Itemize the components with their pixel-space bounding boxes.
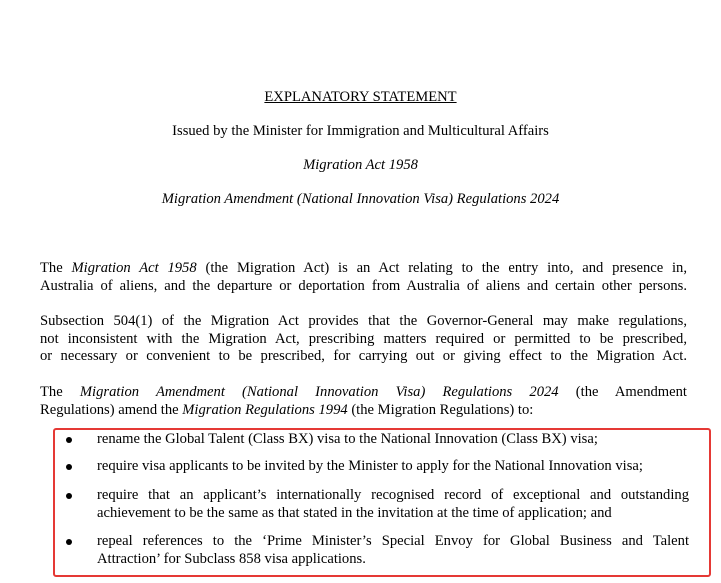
bullet-icon: [66, 437, 72, 443]
paragraph-line: or necessary or convenient to be prescribed, for carrying out or giving effect to the Migration Act.: [40, 348, 687, 364]
document-title: EXPLANATORY STATEMENT: [264, 89, 457, 105]
paragraph-line: Regulations) amend the Migration Regulations 1994 (the Migration Regulations) to:: [40, 401, 534, 418]
paragraph-line: The Migration Act 1958 (the Migration Act) is an Act relating to the entry into, and presence in,: [40, 260, 687, 276]
act-title: Migration Act 1958: [303, 157, 418, 173]
bullet-line: Attraction’ for Subclass 858 visa applications.: [97, 550, 366, 567]
bullet-line: repeal references to the ‘Prime Minister’s Special Envoy for Global Business and Talent: [97, 533, 689, 549]
bullet-item: [97, 458, 689, 476]
bullet-line: rename the Global Talent (Class BX) visa to the National Innovation (Class BX) visa;: [97, 431, 598, 447]
paragraph-line: Australia of aliens, and the departure or deportation from Australia of aliens and certain other persons.: [40, 277, 687, 294]
paragraph-migration-act: [40, 260, 687, 295]
paragraph-amendment-regulations: [40, 384, 687, 419]
bullet-item: [97, 487, 689, 522]
bullet-icon: [66, 493, 72, 499]
bullet-item: [97, 431, 689, 449]
paragraph-line: not inconsistent with the Migration Act, prescribing matters required or permitted to be prescribed,: [40, 330, 687, 347]
bullet-line: achievement to be the same as that stated in the invitation at the time of application; and: [97, 504, 612, 521]
paragraph-line: Subsection 504(1) of the Migration Act provides that the Governor-General may make regulations,: [40, 313, 687, 329]
paragraph-line: The Migration Amendment (National Innovation Visa) Regulations 2024 (the Amendment: [40, 384, 687, 400]
regulations-title: Migration Amendment (National Innovation Visa) Regulations 2024: [161, 191, 560, 207]
paragraph-subsection-504: [40, 313, 687, 366]
bullet-line: require that an applicant’s internationally recognised record of exceptional and outstanding: [97, 487, 689, 503]
bullet-icon: [66, 539, 72, 545]
bullet-item: [97, 533, 689, 568]
bullet-icon: [66, 464, 72, 470]
issued-by-line: Issued by the Minister for Immigration and Multicultural Affairs: [172, 123, 549, 139]
bullet-line: require visa applicants to be invited by the Minister to apply for the National Innovation visa;: [97, 458, 643, 474]
